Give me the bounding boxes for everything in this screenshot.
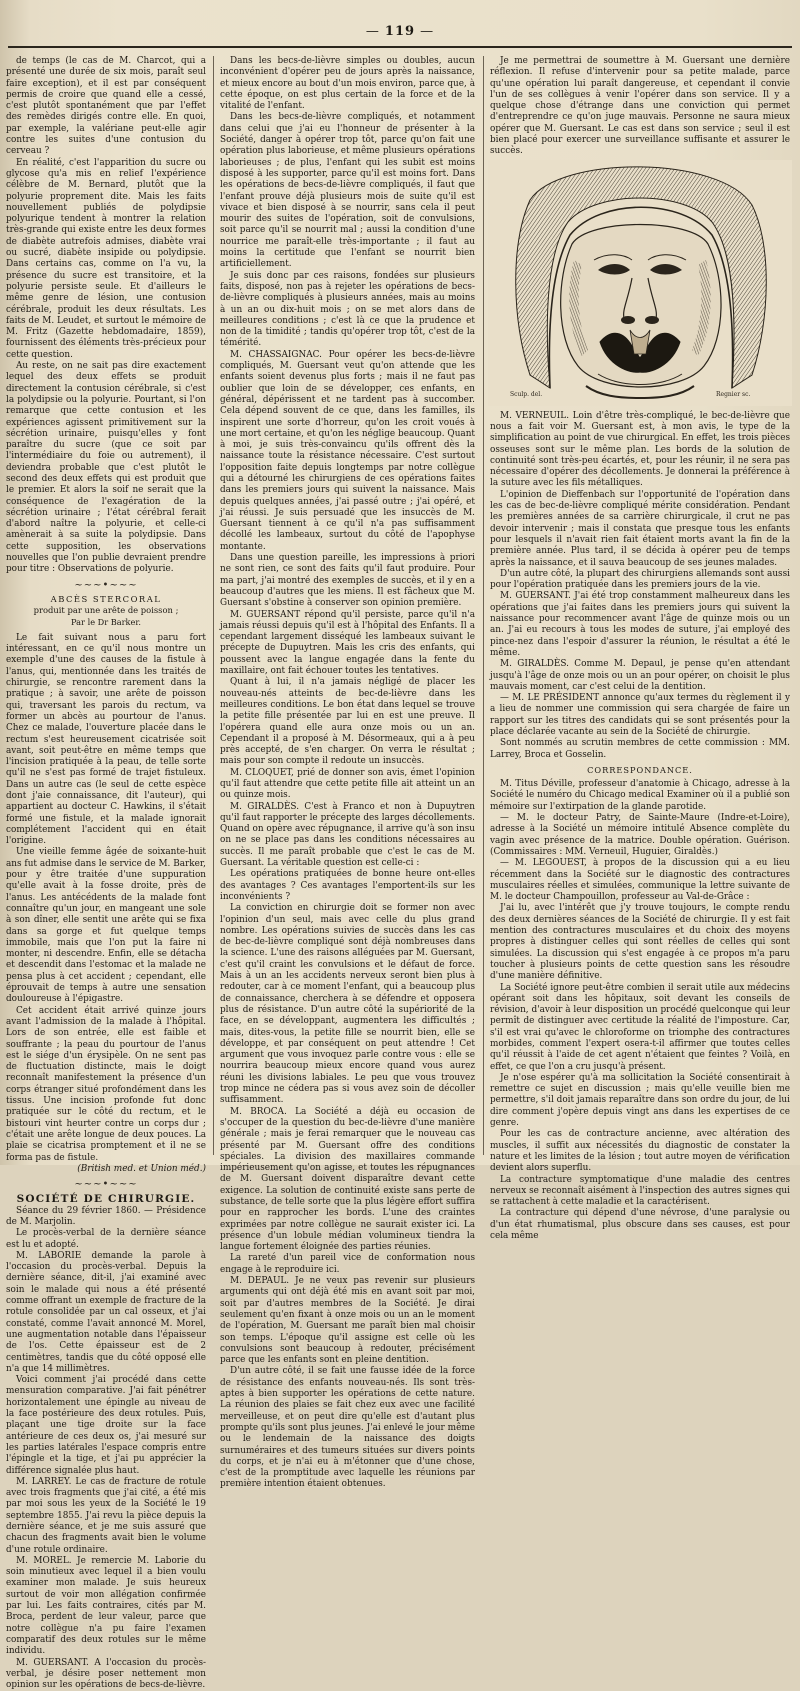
- paragraph: M. CHASSAIGNAC. Pour opérer les becs-de-lièvre compliqués, M. Guersant veut qu'on attende que les enfants soient devenus plus forts ; mais il ne faut pas oublier que loin de se développer, ces enfants, en général, dépérissent et ne tardent pas à succomber. Cela dépend souvent de ce que, dans les familles, ils inspirent une sorte d'horreur, qu'on les croit voués à une mort certaine, et qu'on les néglige beaucoup. Quant à moi, je suis très-convaincu qu'ils offrent dès la naissance toute la résistance nécessaire. C'est surtout l'opposition faite depuis longtemps par notre collègue qui a détourné les chirurgiens de ces opérations faites dans les premiers jours qui suivent la naissance. Mais depuis quelques années, j'ai passé outre ; j'ai opéré, et j'ai réussi. Je suis persuadé que les insuccès de M. Guersant tiennent à ce qu'il n'a pas suffisamment décollé les lambeaux, surtout du côté de l'apophyse montante.: [220, 349, 475, 552]
- paragraph: M. Titus Déville, professeur d'anatomie à Chicago, adresse à la Société le numéro du Chicago medical Examiner où il a publié son mémoire sur l'extirpation de la glande parotide.: [490, 779, 790, 812]
- cleft-lip-engraving: [488, 160, 792, 406]
- paragraph: Au reste, on ne sait pas dire exactement lequel des deux effets se produit directement la contusion cérébrale, si c'est la polydipsie ou la polyurie. Pourtant, si l'on remarque que cette contusion et les expériences agissent primitivement sur la sécrétion urinaire, puisqu'elles y font paraître du sucre (que ce soit par l'intermédiaire du foie ou autrement), il deviendra probable que c'est plutôt le second des deux effets qui est produit que le premier. Et alors la soif ne serait que la conséquence de l'exagération de la sécrétion urinaire ; l'état cérébral ferait d'abord naître la polyurie, et celle-ci amènerait à sa suite la polydipsie. Dans cette supposition, les observations nouvelles que l'on publie devraient prendre pour titre : Observations de polyurie.: [6, 361, 206, 575]
- paragraph: La contracture symptomatique d'une maladie des centres nerveux se reconnaît aisément à l'inspection des autres signes qui se rattachent à cette maladie et la caractérisent.: [490, 1174, 790, 1208]
- paragraph: Sont nommés au scrutin membres de cette commission : MM. Larrey, Broca et Gosselin.: [490, 738, 790, 760]
- paragraph: M. LARREY. Le cas de fracture de rotule avec trois fragments que j'ai cité, a été mis par moi sous les yeux de la Société le 19 septembre 1855. J'ai revu la pièce depuis la dernière séance, et je me suis assuré que chacun des fragments avait bien le volume d'une rotule ordinaire.: [6, 1476, 206, 1555]
- paragraph: M. VERNEUIL. Loin d'être très-compliqué, le bec-de-lièvre que nous a fait voir M. Guersant est, à mon avis, le type de la simplification au point de vue chirurgical. En effet, les trois pièces osseuses sont sur le même plan. Les bords de la solution de continuité sont très-peu écartés, et, pour les réunir, il ne sera pas nécessaire d'opérer des décollements. Je donnerai la préférence à la suture avec les fils métalliques.: [490, 410, 790, 489]
- paragraph: — M. LE PRÉSIDENT annonce qu'aux termes du règlement il y a lieu de nommer une commission qui sera chargée de faire un rapport sur les titres des candidats qui se sont présentés pour la place déclarée vacante au sein de la Société de chirurgie.: [490, 693, 790, 737]
- column-divider-right: [483, 56, 484, 1155]
- column-divider-left: [213, 56, 214, 1155]
- header-rule: [8, 46, 792, 48]
- column-middle: [220, 56, 475, 1490]
- paragraph: M. CLOQUET, prié de donner son avis, émet l'opinion qu'il faut attendre que cette petite fille ait atteint un an ou quinze mois.: [220, 767, 475, 801]
- society-title: SOCIÉTÉ DE CHIRURGIE.: [16, 1193, 196, 1206]
- paragraph: La conviction en chirurgie doit se former non avec l'opinion d'un seul, mais avec celle du plus grand nombre. Les opérations suivies de succès dans les cas de bec-de-lièvre compliqué sont déjà nombreuses dans la science. L'une des raisons alléguées par M. Guersant, c'est qu'il craint les convulsions et le défaut de force. Mais à un an les accidents nerveux seront bien plus à redouter, car à ce moment l'enfant, qui a beaucoup plus de connaissance, cherchera à se défendre et opposera plus de résistance. D'un autre côté la supériorité de la face, en se développant, augmentera les difficultés ; mais, dites-vous, la petite fille se nourrit bien, elle se développe, et par conséquent on peut attendre ! Cet argument que vous invoquez parle contre vous : elle se nourrira beaucoup mieux encore quand vous aurez réuni les divisions labiales. Le peu que vous trouvez trop mince ne cédera pas si vous avez soin de décoller suffisamment.: [220, 903, 475, 1106]
- paragraph: M. LABORIE demande la parole à l'occasion du procès-verbal. Depuis la dernière séance, dit-il, j'ai examiné avec soin le malade qui nous a été présenté comme offrant un exemple de fracture de la rotule consolidée par un cal osseux, et j'ai constaté, comme l'avait annoncé M. Morel, une augmentation notable dans l'épaisseur de l'os. Cette épaisseur est de 2 centimètres, tandis que du côté opposé elle n'a que 14 millimètres.: [6, 1250, 206, 1374]
- section-ornament: ~~~•~~~: [74, 579, 138, 591]
- paragraph: Le procès-verbal de la dernière séance est lu et adopté.: [6, 1228, 206, 1250]
- paragraph: M. DEPAUL. Je ne veux pas revenir sur plusieurs arguments qui ont déjà été mis en avant soit par moi, soit par d'autres membres de la Société. Je dirai seulement qu'en fixant à onze mois ou un an le moment de l'opération, M. Guersant me paraît bien mal choisir son temps. L'époque qu'il assigne est celle où les convulsions sont beaucoup à redouter, précisément parce que les enfants sont en pleine dentition.: [220, 1276, 475, 1366]
- paragraph: J'ai lu, avec l'intérêt que j'y trouve toujours, le compte rendu des deux dernières séances de la Société de chirurgie. Il y est fait mention des contractures musculaires et du choix des moyens propres à distinguer celles qui sont réelles de celles qui sont simulées. La discussion qui s'est engagée à ce propos m'a paru toucher à plusieurs points de cette question sans les résoudre d'une manière définitive.: [490, 903, 790, 982]
- paragraph: — M. LEGOUEST, à propos de la discussion qui a eu lieu récemment dans la Société sur le diagnostic des contractures musculaires réelles et simulées, communique la lettre suivante de M. le docteur Champouillon, professeur au Val-de-Grâce :: [490, 858, 790, 903]
- paragraph: Je n'ose espérer qu'à ma sollicitation la Société consentirait à remettre ce sujet en discussion ; mais qu'elle veuille bien me permettre, s'il doit jamais reparaître dans son ordre du jour, de lui dire comment j'opère depuis vingt ans dans les expertises de ce genre.: [490, 1072, 790, 1129]
- paragraph: Les opérations pratiquées de bonne heure ont-elles des avantages ? Ces avantages l'emportent-ils sur les inconvénients ?: [220, 869, 475, 902]
- paragraph: Dans les becs-de-lièvre simples ou doubles, aucun inconvénient d'opérer peu de jours après la naissance, et mieux encore au bout d'un mois environ, parce que, à cette époque, on est plus certain de la force et de la vitalité de l'enfant.: [220, 56, 475, 112]
- byline: Par le Dr Barker.: [71, 616, 141, 627]
- paragraph: Dans les becs-de-lièvre compliqués, et notamment dans celui que j'ai eu l'honneur de présenter à la Société, danger à opérer trop tôt, parce qu'on fait une opération plus laborieuse, et même plusieurs opérations laborieuses ; de plus, l'enfant qui les subit est moins disposé à les supporter, parce qu'il est moins fort. Dans les opérations de becs-de-lièvre compliqués, il faut que l'enfant prouve déjà plusieurs mois de suite qu'il est vivace et bien disposé à se nourrir, sans cela il peut mourir des suites de l'opération, soit de convulsions, soit parce qu'il se nourrit mal ; aussi la condition d'une nourrice me paraît-elle très-importante ; il faut au moins la certitude que l'enfant se nourrit bien artificiellement.: [220, 112, 475, 270]
- session-line: Séance du 29 février 1860. — Présidence de M. Marjolin.: [6, 1205, 206, 1227]
- paragraph: Une vieille femme âgée de soixante-huit ans fut admise dans le service de M. Barker, pour y être traitée d'une suppuration qu'elle avait à la fosse droite, près de l'anus. Les antécédents de la malade font connaître qu'un jour, en mangeant une sole à son dîner, elle sentit une arête qui se fixa dans sa gorge et fut quelque temps immobile, mais que l'on put la faire ni monter, ni descendre. Enfin, elle se détacha et descendit dans l'estomac et la malade ne pensa plus à cet accident ; cependant, elle éprouvait de temps à autre une sensation douloureuse à l'épigastre.: [6, 847, 206, 1005]
- paragraph: La rareté d'un pareil vice de conformation nous engage à le reproduire ici.: [220, 1253, 475, 1275]
- paragraph: de temps (le cas de M. Charcot, qui a présenté une durée de six mois, paraît seul faire exception), et il est par conséquent permis de croire que quand elle a cessé, c'est plutôt spontanément que par l'effet des remèdes dirigés contre elle. En quoi, par exemple, la valériane peut-elle agir contre les suites d'une contusion du cerveau ?: [6, 56, 206, 157]
- paragraph: M. GUERSANT. J'ai été trop constamment malheureux dans les opérations que j'ai faites dans les premiers jours qui suivent la naissance pour recommencer avant l'âge de quinze mois ou un an. J'ai eu recours à tous les modes de suture, j'ai employé des pince-nez dans l'espoir d'assurer la réunion, le résultat a été le même.: [490, 591, 790, 658]
- section-subtitle: produit par une arête de poisson ;: [33, 605, 179, 616]
- paragraph: En réalité, c'est l'apparition du sucre ou glycose qu'a mis en relief l'expérience célèbre de M. Bernard, plutôt que la polyurie proprement dite. Mais les faits nouvellement publiés de polydipsie polyurique tendent à montrer la relation très-grande qui existe entre les deux formes de diabète autrefois admises, diabète vrai ou sucré, diabète insipide ou polydipsie. Dans certains cas, comme on l'a vu, la présence du sucre est transitoire, et la polyurie persiste seule. Et d'ailleurs le même genre de lésion, une contusion cérébrale, produit les deux résultats. Les faits de M. Leudet, et surtout le mémoire de M. Fritz (Gazette hebdomadaire, 1859), fournissent des éléments très-précieux pour cette question.: [6, 157, 206, 360]
- paragraph: M. GUERSANT. A l'occasion du procès-verbal, je désire poser nettement mon opinion sur les opérations de becs-de-lièvre.: [6, 1657, 206, 1691]
- figure-caption-left: Sculp. del.: [510, 390, 543, 398]
- paragraph: M. GIRALDÈS. Comme M. Depaul, je pense qu'en attendant jusqu'à l'âge de onze mois ou un an pour opérer, on choisit le plus mauvais moment, car c'est celui de la dentition.: [490, 659, 790, 692]
- paragraph: Pour les cas de contracture ancienne, avec altération des muscles, il suffit aux nécessités du diagnostic de constater la nature et les limites de la lésion ; tout autre moyen de vérification devient alors superflu.: [490, 1129, 790, 1174]
- paragraph: M. BROCA. La Société a déjà eu occasion de s'occuper de la question du bec-de-lièvre d'une manière générale ; mais je ferai remarquer que le nouveau cas présenté par M. Guersant offre des conditions spéciales. La division des maxillaires commande impérieusement qu'on agisse, et toutes les répugnances de M. Guersant doivent disparaître devant cette exigence. La solution de continuité existe sans perte de substance, de telle sorte que la plus légère effort suffira pour en rapprocher les bords. L'une des craintes exprimées par notre collègue ne saurait exister ici. La présence d'un lobule médian volumineux tiendra la langue fortement éloignée des parties réunies.: [220, 1106, 475, 1253]
- paragraph: — M. le docteur Patry, de Sainte-Maure (Indre-et-Loire), adresse à la Société un mémoire intitulé Absence complète du vagin avec présence de la matrice. Double opération. Guérison. (Commissaires : MM. Verneuil, Huguier, Giraldès.): [490, 813, 790, 857]
- section-ornament: ~~~•~~~: [74, 1179, 138, 1191]
- paragraph: M. GIRALDÈS. C'est à Franco et non à Dupuytren qu'il faut rapporter le précepte des larges décollements. Quand on opère avec répugnance, il arrive qu'à son insu on ne se place pas dans les conditions nécessaires au succès. Il me paraît probable que c'est le cas de M. Guersant. La véritable question est celle-ci :: [220, 801, 475, 869]
- paragraph: La contracture qui dépend d'une névrose, d'une paralysie ou d'un état rhumatismal, plus obscure dans ses causes, est pour cela même: [490, 1208, 790, 1242]
- paragraph: D'un autre côté, il se fait une fausse idée de la force de résistance des enfants nouveau-nés. Ils sont très-aptes à bien supporter les opérations de cette nature. La réunion des plaies se fait chez eux avec une facilité merveilleuse, et on peut dire qu'elle est d'autant plus prompte qu'ils sont plus jeunes. J'ai enlevé le jour même ou le lendemain de la naissance des doigts surnuméraires et des tumeurs situées sur divers points du corps, et je n'ai eu à m'étonner que d'une chose, c'est de la promptitude avec laquelle les réunions par première intention étaient obtenues.: [220, 1366, 475, 1490]
- figure-caption-right: Regnier sc.: [716, 390, 751, 398]
- paragraph: L'opinion de Dieffenbach sur l'opportunité de l'opération dans les cas de bec-de-lièvre compliqué mérite considération. Pendant les premières années de sa carrière chirurgicale, il crut ne pas devoir intervenir ; mais il constata que presque tous les enfants pour lesquels il n'avait rien fait étaient morts avant la fin de la première année. Plus tard, il se décida à opérer peu de temps après la naissance, et il sauva beaucoup de ses jeunes malades.: [490, 489, 790, 568]
- column-right: [490, 56, 790, 1242]
- paragraph: La Société ignore peut-être combien il serait utile aux médecins opérant soit dans les hôpitaux, soit devant les conseils de révision, d'avoir à leur disposition un procédé quelconque qui leur permît de distinguer avec certitude la réalité de l'imposture. Car, s'il est vrai qu'avec le chloroforme on triomphe des contractures morbides, comment l'expert osera-t-il affirmer que toutes celles qu'il réussit à l'aide de cet agent n'étaient que feintes ? Voilà, en effet, ce que l'on a cru jusqu'à présent.: [490, 982, 790, 1072]
- paragraph: M. GUERSANT répond qu'il persiste, parce qu'il n'a jamais réussi depuis qu'il est à l'hôpital des Enfants. Il a cependant largement disséqué les lambeaux suivant le précepte de Dupuytren. Mais les cris des enfants, qui poussent avec la langue engagée dans la fente du maxillaire, ont fait échouer toutes les tentatives.: [220, 609, 475, 677]
- paragraph: Je me permettrai de soumettre à M. Guersant une dernière réflexion. Il refuse d'intervenir pour sa petite malade, parce qu'une opération lui paraît dangereuse, et cependant il convie l'un de ses collègues à venir l'opérer dans son service. Il y a quelque chose d'étrange dans une conviction qui permet d'entreprendre ce qu'on juge mauvais. Personne ne saura mieux opérer que M. Guersant. Le cas est dans son service ; seul il est bien placé pour exercer une surveillance suffisante et assurer le succès.: [490, 56, 790, 157]
- paragraph: D'un autre côté, la plupart des chirurgiens allemands sont aussi pour l'opération pratiquée dans les premiers jours de la vie.: [490, 568, 790, 591]
- correspondence-title: CORRESPONDANCE.: [587, 764, 693, 775]
- paragraph: Je suis donc par ces raisons, fondées sur plusieurs faits, disposé, non pas à rejeter les opérations de becs-de-lièvre compliqués à plusieurs années, mais au moins à un an ou dix-huit mois ; on se met alors dans de meilleures conditions ; c'est là ce que la prudence et non de la timidité ; tandis qu'opérer trop tôt, c'est de la témérité.: [220, 270, 475, 349]
- paragraph: Le fait suivant nous a paru fort intéressant, en ce qu'il nous montre un exemple d'une des causes de la fistule à l'anus, qui, mentionnée dans les traités de chirurgie, se rencontre rarement dans la pratique ; à savoir, une arête de poisson qui, traversant les parois du rectum, va former un abcès au pourtour de l'anus. Chez ce malade, l'ouverture placée dans le rectum s'est heureusement cicatrisée soit avant, soit peut-être en même temps que l'incision pratiquée à la peau, de telle sorte qu'il ne s'est pas formé de trajet fistuleux. Dans un autre cas (le seul de cette espèce dont j'aie connaissance, dit l'auteur), qui appartient au docteur C. Hawkins, il s'était formé une fistule, et la malade ignorait complétement l'accident qui en était l'origine.: [6, 632, 206, 847]
- paragraph: Dans une question pareille, les impressions à priori ne sont rien, ce sont des faits qu'il faut produire. Pour ma part, j'ai montré des exemples de succès, et il y en a beaucoup d'autres que les miens. Il est fâcheux que M. Guersant s'obstine à conserver son opinion première.: [220, 553, 475, 609]
- column-left: [6, 56, 206, 1691]
- paragraph: Cet accident était arrivé quinze jours avant l'admission de la malade à l'hôpital. Lors de son entrée, elle est faible et souffrante ; la peau du pourtour de l'anus est le siége d'un érysipèle. On ne sent pas de fluctuation distincte, mais le doigt reconnaît manifestement la présence d'un corps étranger situé profondément dans les tissus. Une incision profonde fut donc pratiquée sur le côté du rectum, et le bistouri vint heurter contre un corps dur ; c'était une arête longue de deux pouces. La plaie se cicatrisa promptement et il ne se forma pas de fistule.: [6, 1005, 206, 1163]
- section-title: ABCÈS STERCORAL: [50, 593, 162, 604]
- paragraph: Voici comment j'ai procédé dans cette mensuration comparative. J'ai fait pénétrer horizontalement une épingle au niveau de la face postérieure des deux rotules. Puis, plaçant une tige droite sur la face antérieure de ces deux os, j'ai mesuré sur les parties latérales l'espace compris entre l'épingle et la tige, et j'ai pu apprécier la différence signalée plus haut.: [6, 1375, 206, 1476]
- page-number: — 119 —: [361, 24, 439, 39]
- paragraph: Quant à lui, il n'a jamais négligé de placer les nouveau-nés atteints de bec-de-lièvre dans les meilleures conditions. Le bon état dans lequel se trouve la petite fille présentée par lui en est une preuve. Il l'opérera quand elle aura onze mois ou un an. Cependant il a proposé à M. Désormeaux, qui a à peu près accepté, de s'en charger. On verra le résultat ; mais pour son compte il redoute un insuccès.: [220, 677, 475, 767]
- engraving-figure: [488, 160, 792, 406]
- source-citation: (British med. et Union méd.): [77, 1163, 206, 1174]
- paragraph: M. MOREL. Je remercie M. Laborie du soin minutieux avec lequel il a bien voulu examiner mon malade. Je suis heureux surtout de voir mon allégation confirmée par lui. Les faits contraires, cités par M. Broca, perdent de leur valeur, parce que notre collègue n'a pu faire l'examen comparatif des deux rotules sur le même individu.: [6, 1555, 206, 1657]
